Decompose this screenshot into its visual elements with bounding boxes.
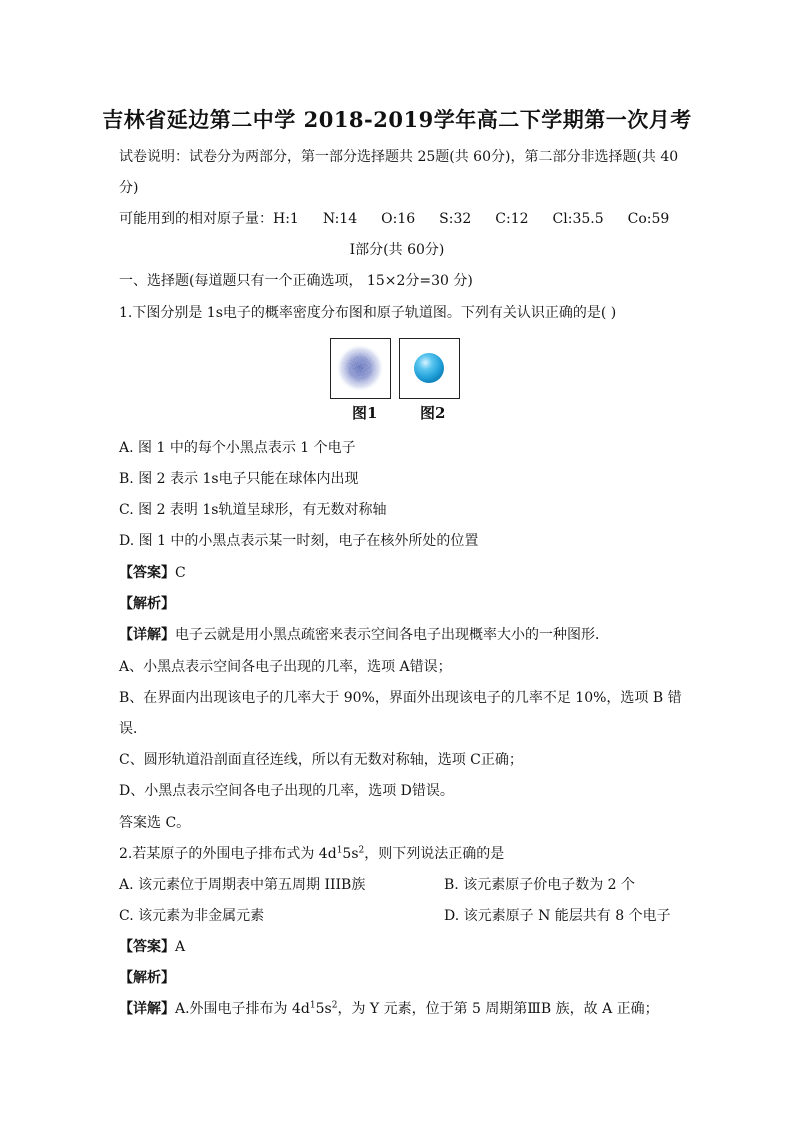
- q2-detail: [119, 998, 659, 1018]
- detail-text: 电子云就是用小黑点疏密来表示空间各电子出现概率大小的一种图形．: [175, 627, 609, 643]
- answer-value: A: [175, 939, 186, 955]
- analysis-tag: 【解析】: [119, 970, 175, 986]
- atom-co: Co:59: [627, 211, 670, 227]
- q1-conclusion: 答案选 C。: [119, 815, 191, 831]
- q1-detail: [119, 624, 609, 644]
- atom-cl: Cl:35.5: [552, 211, 604, 227]
- electron-cloud-figure: [330, 338, 391, 399]
- q2-stem-post: ，则下列说法正确的是: [364, 846, 505, 862]
- atomic-masses-label: 可能用到的相对原子量：: [119, 211, 273, 227]
- q1-explanation-d: D、小黑点表示空间各电子出现的几率，选项 D错误。: [119, 783, 454, 799]
- detail-tag: 【详解】: [119, 1001, 175, 1017]
- q1-stem: 1.下图分别是 1s电子的概率密度分布图和原子轨道图。下列有关认识正确的是( ): [119, 305, 617, 321]
- electron-cloud-image: [331, 339, 389, 397]
- orbital-sphere-figure: [399, 338, 460, 399]
- atom-c: C:12: [495, 211, 529, 227]
- q1-option-a: A. 图 1 中的每个小黑点表示 1 个电子: [119, 440, 356, 456]
- atom-o: O:16: [381, 211, 416, 227]
- q1-analysis-tag: [119, 593, 175, 613]
- detail-tag: 【详解】: [119, 627, 175, 643]
- q2-option-b: B. 该元素原子价电子数为 2 个: [444, 877, 635, 893]
- q2-option-c: C. 该元素为非金属元素: [119, 908, 265, 924]
- intro-line-2: 分): [119, 180, 139, 196]
- q1-explanation-b-cont: 误．: [119, 721, 147, 737]
- q2-detail-pre: A.外围电子排布为 4d: [175, 1001, 310, 1017]
- q1-figures: [330, 338, 464, 424]
- q2-detail-sup-2: 2: [331, 1000, 338, 1011]
- atom-n: N:14: [322, 211, 358, 227]
- q1-answer: [119, 562, 186, 582]
- analysis-tag: 【解析】: [119, 596, 175, 612]
- q1-option-c: C. 图 2 表明 1s轨道呈球形，有无数对称轴: [119, 502, 387, 518]
- q2-answer: [119, 936, 185, 956]
- q2-analysis-tag: [119, 967, 175, 987]
- atom-s: S:32: [439, 211, 472, 227]
- answer-value: C: [175, 565, 186, 581]
- q1-explanation-c: C、圆形轨道沿剖面直径连线，所以有无数对称轴，选项 C正确；: [119, 752, 523, 768]
- sphere-image: [400, 339, 458, 397]
- answer-tag: 【答案】: [119, 565, 175, 581]
- q1-explanation-b: B、在界面内出现该电子的几率大于 90%，界面外出现该电子的几率不足 10%，选项 B 错: [119, 690, 682, 706]
- answer-tag: 【答案】: [119, 939, 175, 955]
- q1-option-d: D. 图 1 中的小黑点表示某一时刻，电子在核外所处的位置: [119, 533, 479, 549]
- q2-stem-mid: 5s: [342, 846, 359, 862]
- q1-explanation-a: A、小黑点表示空间各电子出现的几率，选项 A错误；: [119, 659, 452, 675]
- q2-stem-pre: 2.若某原子的外围电子排布式为 4d: [119, 846, 337, 862]
- q2-detail-sup-1: 1: [309, 1000, 316, 1011]
- figure-1-label: 图1: [352, 404, 378, 422]
- q2-sup-2: 2: [358, 845, 365, 856]
- q2-stem: [119, 843, 504, 863]
- part1-heading: I部分(共 60分): [349, 242, 445, 258]
- atom-h: H:1: [273, 211, 299, 227]
- section1-heading: 一、选择题(每道题只有一个正确选项， 15×2分=30 分): [119, 273, 473, 289]
- q2-option-a: A. 该元素位于周期表中第五周期 IIIB族: [119, 877, 366, 893]
- atomic-masses: [119, 208, 693, 228]
- page-title: 吉林省延边第二中学 2018-2019学年高二下学期第一次月考: [102, 107, 692, 132]
- figure-2-label: 图2: [420, 404, 446, 422]
- q2-detail-mid: 5s: [315, 1001, 332, 1017]
- q2-detail-post: ，为 Y 元素，位于第 5 周期第ⅢB 族，故 A 正确；: [337, 1001, 659, 1017]
- q1-option-b: B. 图 2 表示 1s电子只能在球体内出现: [119, 471, 359, 487]
- q2-sup-1: 1: [336, 845, 343, 856]
- intro-line-1: 试卷说明：试卷分为两部分，第一部分选择题共 25题(共 60分)，第二部分非选择题(共 40: [119, 149, 679, 165]
- q2-option-d: D. 该元素原子 N 能层共有 8 个电子: [444, 908, 671, 924]
